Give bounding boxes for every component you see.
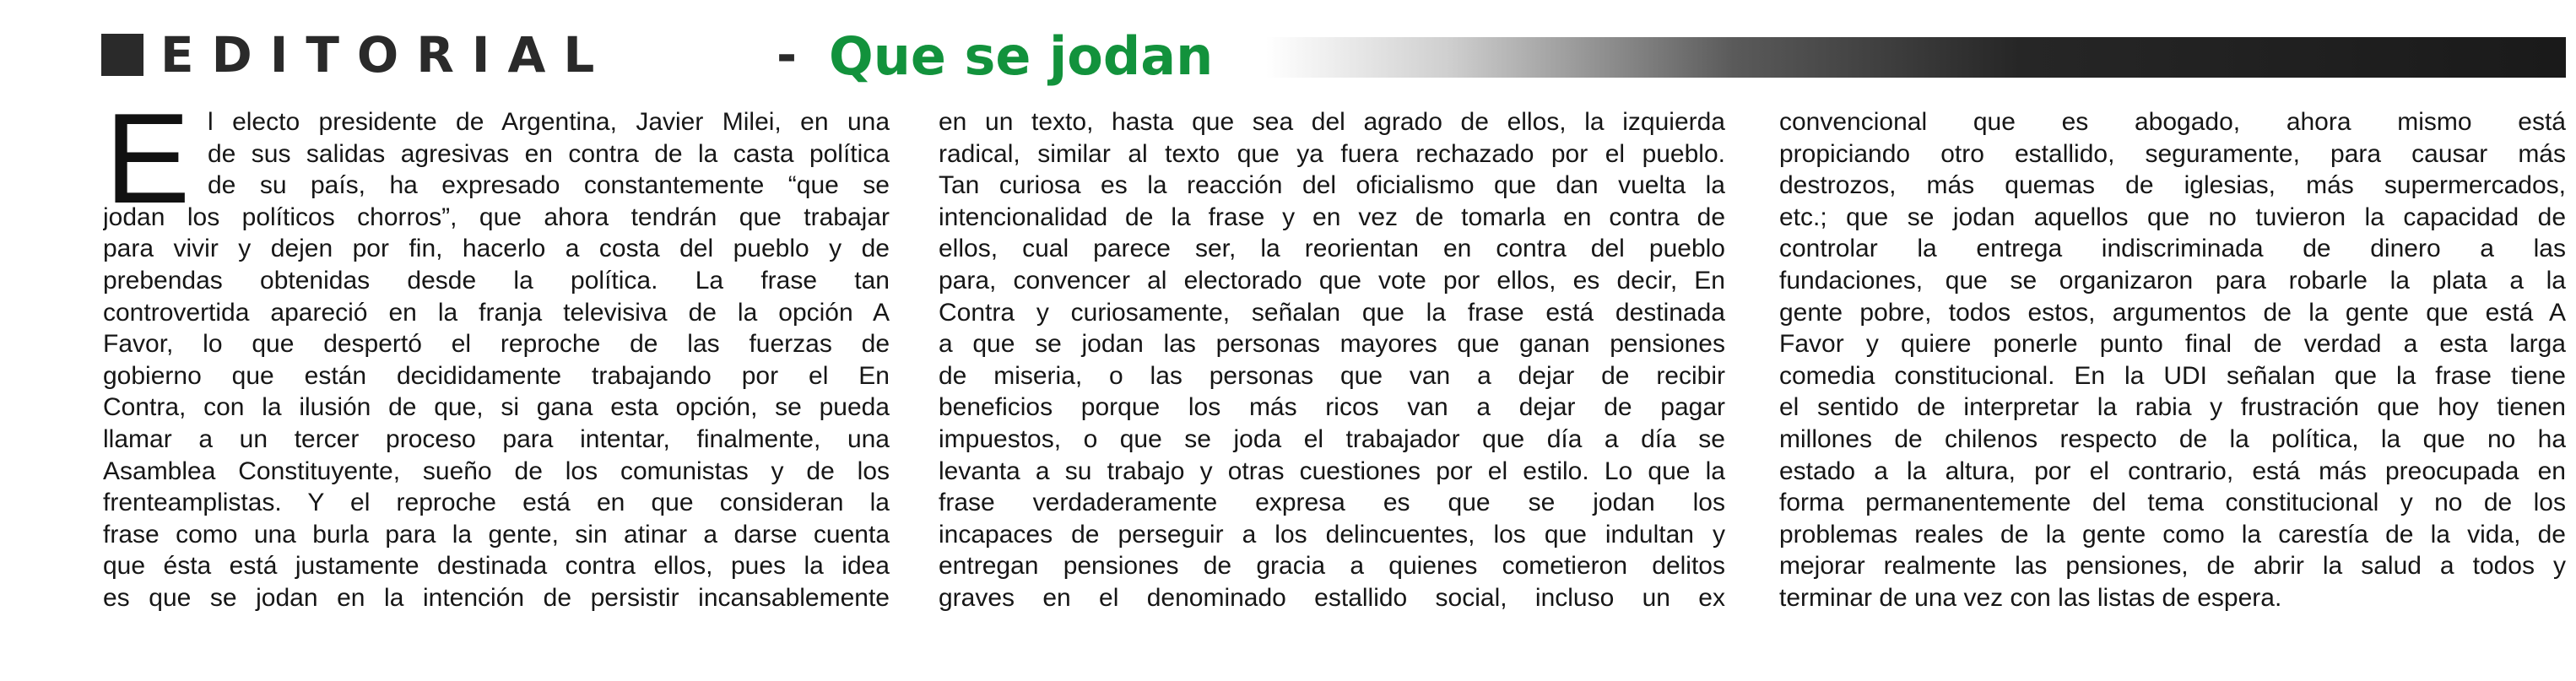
text-line: graves en el denominado estallido social, incluso un ex (939, 583, 1725, 612)
editorial-title: Que se jodan (829, 25, 1214, 87)
text-line: de sus salidas agresivas en contra de la casta política (208, 139, 890, 168)
text-line: Favor y quiere ponerle punto final de verdad a esta larga (1779, 330, 2566, 359)
text-line: el sentido de interpretar la rabia y frustración que hoy tienen (1779, 393, 2566, 422)
section-kicker: EDITORIAL (160, 26, 613, 84)
text-line: controlar la entrega indiscriminada de dinero a las (1779, 235, 2566, 263)
text-line-last: terminar de una vez con las listas de espera. (1779, 583, 2282, 612)
text-line: problemas reales de la gente como la carestía de la vida, de (1779, 520, 2566, 549)
text-line: controvertida apareció en la franja televisiva de la opción A (103, 298, 890, 327)
text-line: Favor, lo que despertó el reproche de las fuerzas de (103, 330, 890, 359)
text-line: frenteamplistas. Y el reproche está en que consideran la (103, 489, 890, 517)
text-line: de su país, ha expresado constantemente “que se (208, 171, 890, 200)
text-line: para vivir y dejen por fin, hacerlo a costa del pueblo y de (103, 235, 890, 263)
text-line: Asamblea Constituyente, sueño de los comunistas y de los (103, 457, 890, 485)
text-line: frase como una burla para la gente, sin atinar a darse cuenta (103, 520, 890, 549)
text-line: de miseria, o las personas que van a dejar de recibir (939, 361, 1725, 390)
text-column-2 (939, 106, 1725, 677)
text-line: Contra y curiosamente, señalan que la frase está destinada (939, 298, 1725, 327)
text-line: Tan curiosa es la reacción del oficialismo que dan vuelta la (939, 171, 1725, 200)
text-line: convencional que es abogado, ahora mismo está (1779, 108, 2566, 136)
text-line: radical, similar al texto que ya fuera rechazado por el pueblo. (939, 139, 1725, 168)
text-line: entregan pensiones de gracia a quienes cometieron delitos (939, 552, 1725, 581)
text-line: gobierno que están decididamente trabajando por el En (103, 361, 890, 390)
text-line: para, convencer al electorado que vote por ellos, es decir, En (939, 266, 1725, 295)
text-line: jodan los políticos chorros”, que ahora tendrán que trabajar (103, 203, 890, 231)
text-line: prebendas obtenidas desde la política. La frase tan (103, 266, 890, 295)
article-body (103, 106, 2566, 677)
text-line: propiciando otro estallido, seguramente, para causar más (1779, 139, 2566, 168)
text-line: millones de chilenos respecto de la política, la que no ha (1779, 424, 2566, 453)
text-line: incapaces de perseguir a los delincuentes, los que indultan y (939, 520, 1725, 549)
text-line: impuestos, o que se joda el trabajador que día a día se (939, 424, 1725, 453)
text-line: forma permanentemente del tema constitucional y no de los (1779, 489, 2566, 517)
text-column-3 (1779, 106, 2566, 677)
text-line: Contra, con la ilusión de que, si gana esta opción, se pueda (103, 393, 890, 422)
text-line: etc.; que se jodan aquellos que no tuvieron la capacidad de (1779, 203, 2566, 231)
text-line: intencionalidad de la frase y en vez de tomarla en contra de (939, 203, 1725, 231)
text-line: a que se jodan las personas mayores que ganan pensiones (939, 330, 1725, 359)
text-line: en un texto, hasta que sea del agrado de ellos, la izquierda (939, 108, 1725, 136)
header-dash: - (777, 26, 798, 84)
header-gradient-rule (1266, 37, 2566, 78)
text-line: beneficios porque los más ricos van a dejar de pagar (939, 393, 1725, 422)
text-line: ellos, cual parece ser, la reorientan en contra del pueblo (939, 235, 1725, 263)
text-line: frase verdaderamente expresa es que se jodan los (939, 489, 1725, 517)
text-line: es que se jodan en la intención de persistir incansablemente (103, 583, 890, 612)
text-line: levanta a su trabajo y otras cuestiones por el estilo. Lo que la (939, 457, 1725, 485)
editorial-header (101, 25, 2566, 87)
text-line: l electo presidente de Argentina, Javier Milei, en una (208, 108, 890, 136)
text-line: gente pobre, todos estos, argumentos de la gente que está A (1779, 298, 2566, 327)
text-line: fundaciones, que se organizaron para robarle la plata a la (1779, 266, 2566, 295)
text-column-1 (103, 106, 890, 677)
text-line: comedia constitucional. En la UDI señalan que la frase tiene (1779, 361, 2566, 390)
text-line: mejorar realmente las pensiones, de abrir la salud a todos y (1779, 552, 2566, 581)
text-line: que ésta está justamente destinada contra ellos, pues la idea (103, 552, 890, 581)
text-line: destrozos, más quemas de iglesias, más supermercados, (1779, 171, 2566, 200)
text-line: estado a la altura, por el contrario, está más preocupada en (1779, 457, 2566, 485)
text-line: llamar a un tercer proceso para intentar, finalmente, una (103, 424, 890, 453)
drop-cap: E (105, 106, 191, 230)
section-marker-square (101, 34, 143, 76)
